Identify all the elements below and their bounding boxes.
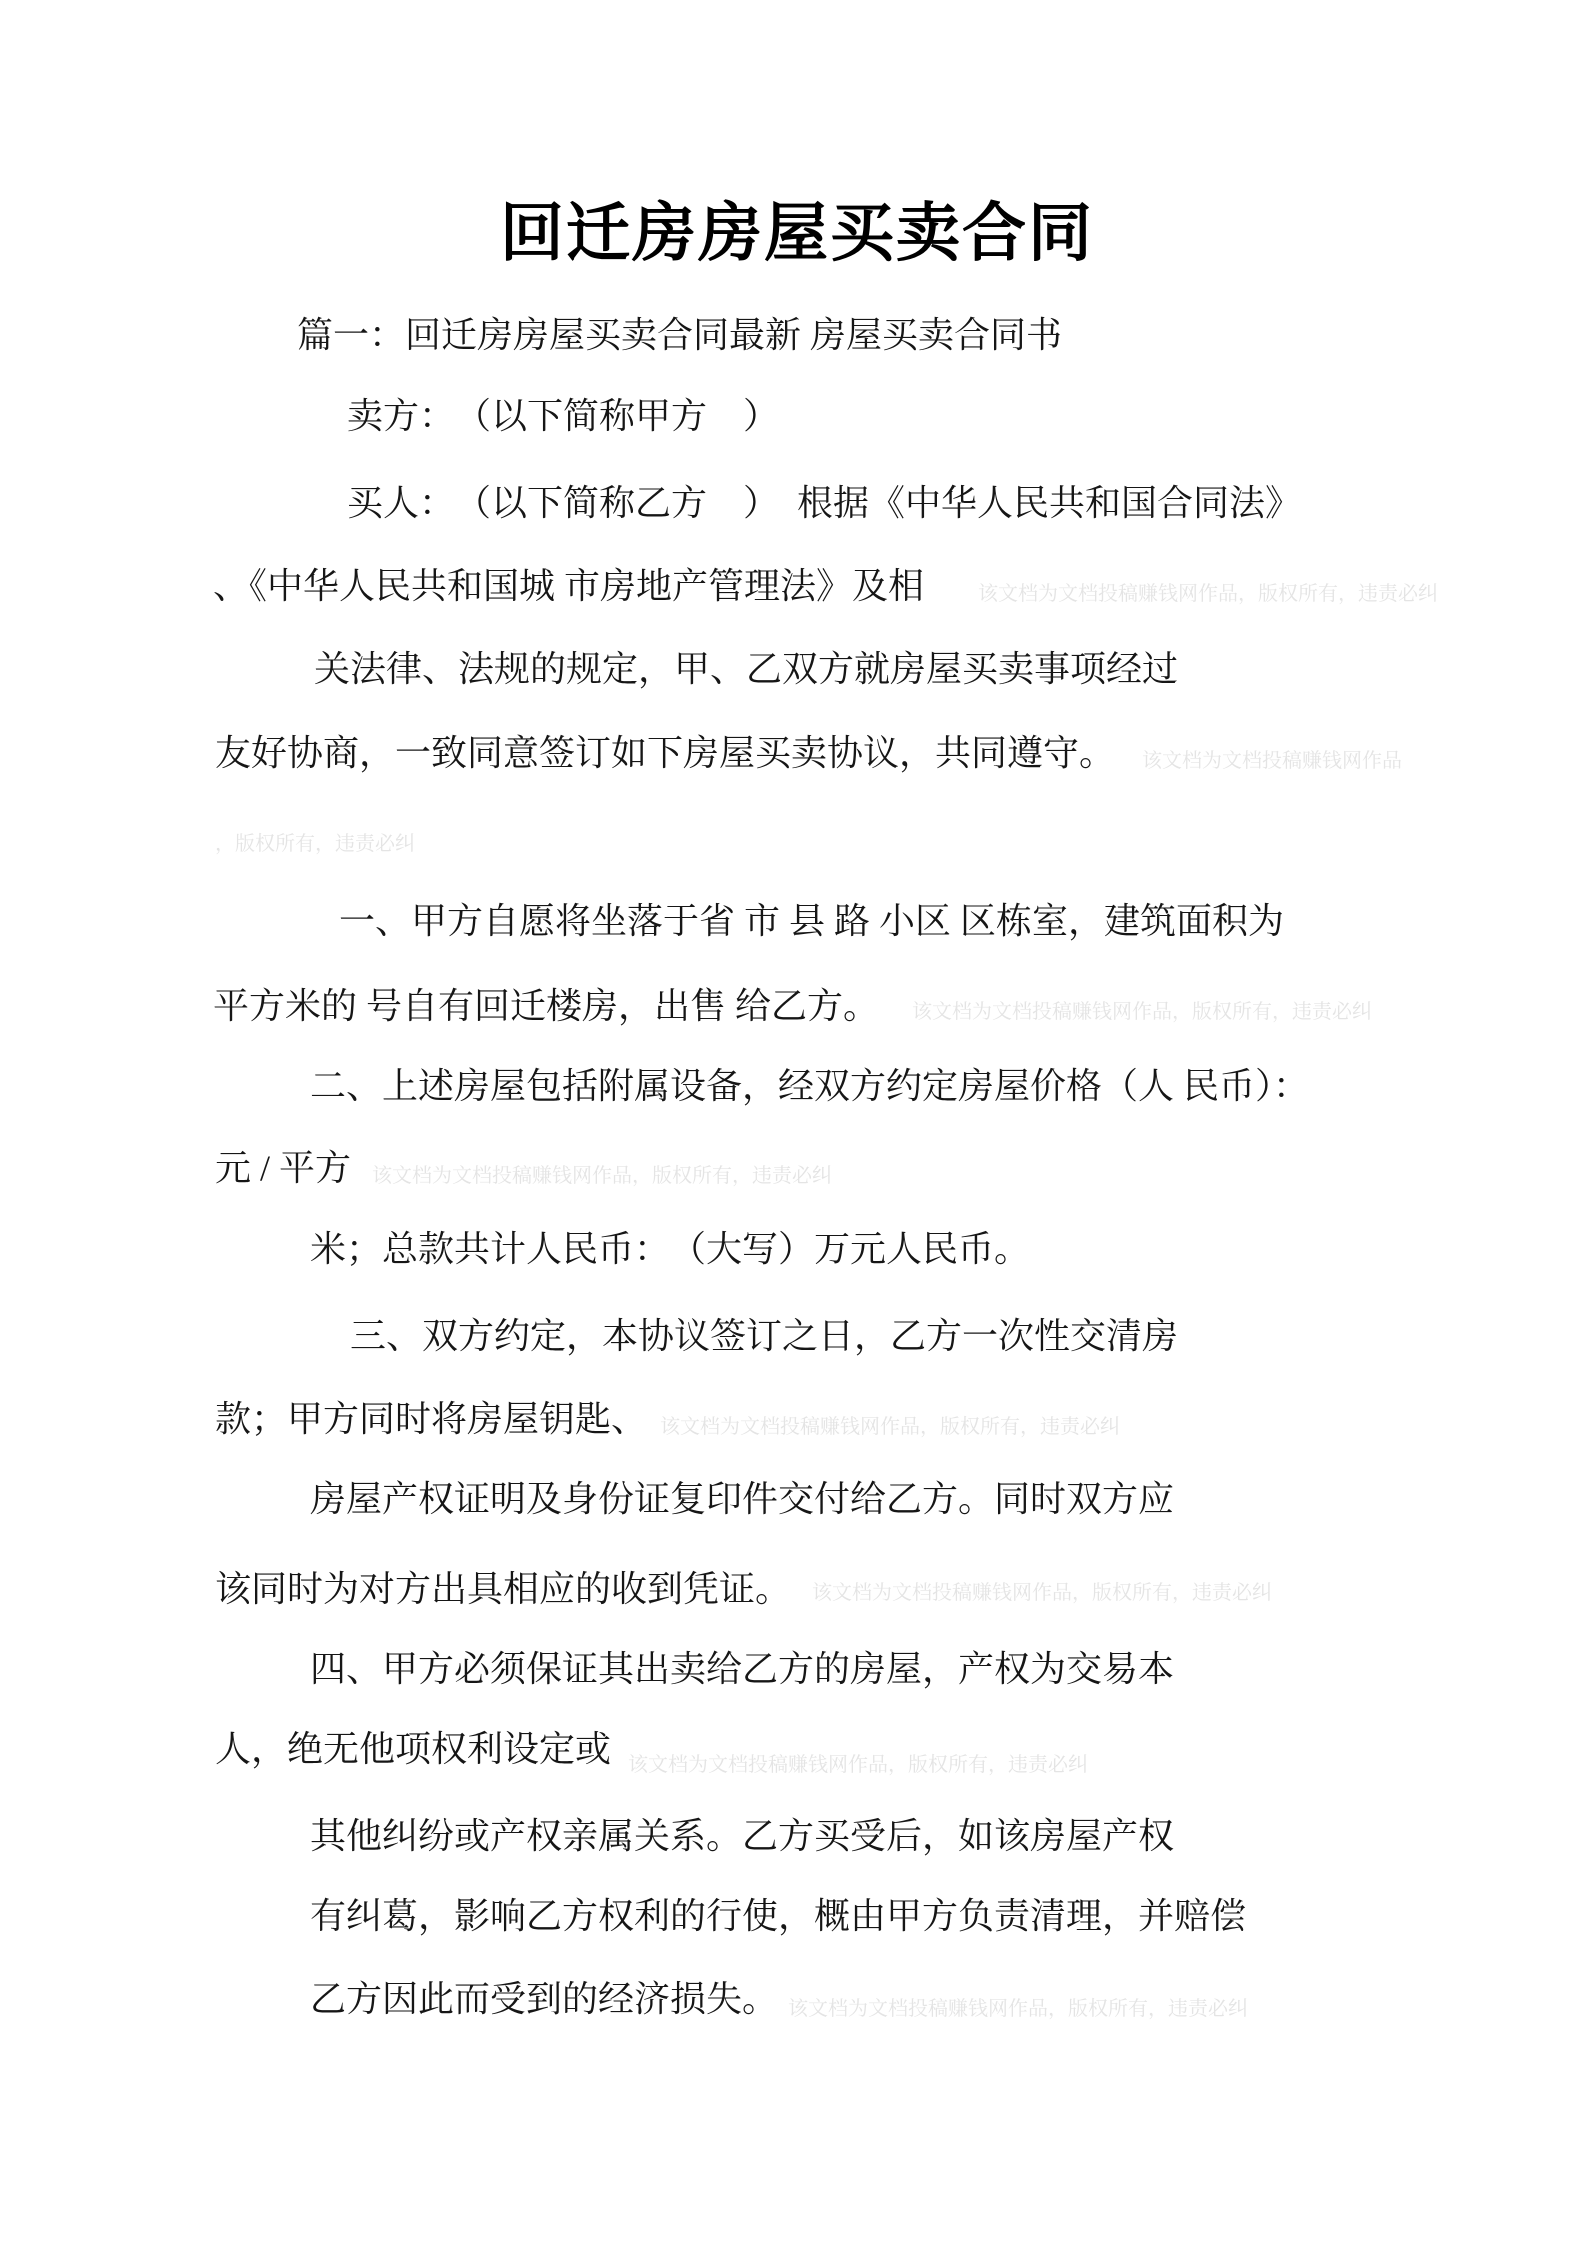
- watermark-text: 该文档为文档投稿赚钱网作品，版权所有，违责必纠: [372, 1165, 832, 1187]
- watermark-text: 该文档为文档投稿赚钱网作品: [1142, 750, 1402, 772]
- document-title: 回迁房房屋买卖合同: [500, 197, 1094, 269]
- text-line: 四、甲方必须保证其出卖给乙方的房屋，产权为交易本: [310, 1649, 1175, 1689]
- text-line: 、《中华人民共和国城 市房地产管理法》及相: [213, 566, 925, 606]
- text-line: 该同时为对方出具相应的收到凭证。: [215, 1569, 792, 1609]
- text-line: 人，绝无他项权利设定或: [215, 1729, 612, 1769]
- text-line: 篇一：回迁房房屋买卖合同最新 房屋买卖合同书: [297, 315, 1063, 355]
- text-line: 款；甲方同时将房屋钥匙、: [215, 1399, 648, 1439]
- watermark-text: 该文档为文档投稿赚钱网作品，版权所有，违责必纠: [812, 1582, 1272, 1604]
- watermark-text: 该文档为文档投稿赚钱网作品，版权所有，违责必纠: [978, 583, 1438, 605]
- text-line: 平方米的 号自有回迁楼房，出售 给乙方。: [213, 986, 880, 1026]
- watermark-text: 该文档为文档投稿赚钱网作品，版权所有，违责必纠: [912, 1001, 1372, 1023]
- text-line: 二、上述房屋包括附属设备，经双方约定房屋价格（人 民币）：: [310, 1066, 1310, 1106]
- text-line: 乙方因此而受到的经济损失。: [310, 1979, 779, 2019]
- text-line: 关法律、法规的规定，甲、乙双方就房屋买卖事项经过: [314, 649, 1179, 689]
- text-line: 买人： （以下简称乙方 ） 根据《中华人民共和国合同法》: [347, 483, 1302, 523]
- text-line: 友好协商，一致同意签订如下房屋买卖协议，共同遵守。: [215, 733, 1116, 773]
- text-line: 其他纠纷或产权亲属关系。乙方买受后，如该房屋产权: [310, 1816, 1175, 1856]
- text-line: 一、甲方自愿将坐落于省 市 县 路 小区 区栋室，建筑面积为: [339, 901, 1285, 941]
- text-line: 三、双方约定，本协议签订之日，乙方一次性交清房: [350, 1316, 1179, 1356]
- watermark-text: 该文档为文档投稿赚钱网作品，版权所有，违责必纠: [788, 1998, 1248, 2020]
- watermark-text: ，版权所有，违责必纠: [215, 833, 415, 855]
- text-line: 有纠葛，影响乙方权利的行使，概由甲方负责清理，并赔偿: [310, 1896, 1247, 1936]
- text-line: 房屋产权证明及身份证复印件交付给乙方。同时双方应: [310, 1479, 1175, 1519]
- text-line: 卖方： （以下简称甲方 ）: [347, 396, 780, 436]
- text-line: 米；总款共计人民币： （大写）万元人民币。: [310, 1229, 1031, 1269]
- watermark-text: 该文档为文档投稿赚钱网作品，版权所有，违责必纠: [660, 1416, 1120, 1438]
- text-line: 元 / 平方: [215, 1148, 352, 1188]
- watermark-text: 该文档为文档投稿赚钱网作品，版权所有，违责必纠: [628, 1754, 1088, 1776]
